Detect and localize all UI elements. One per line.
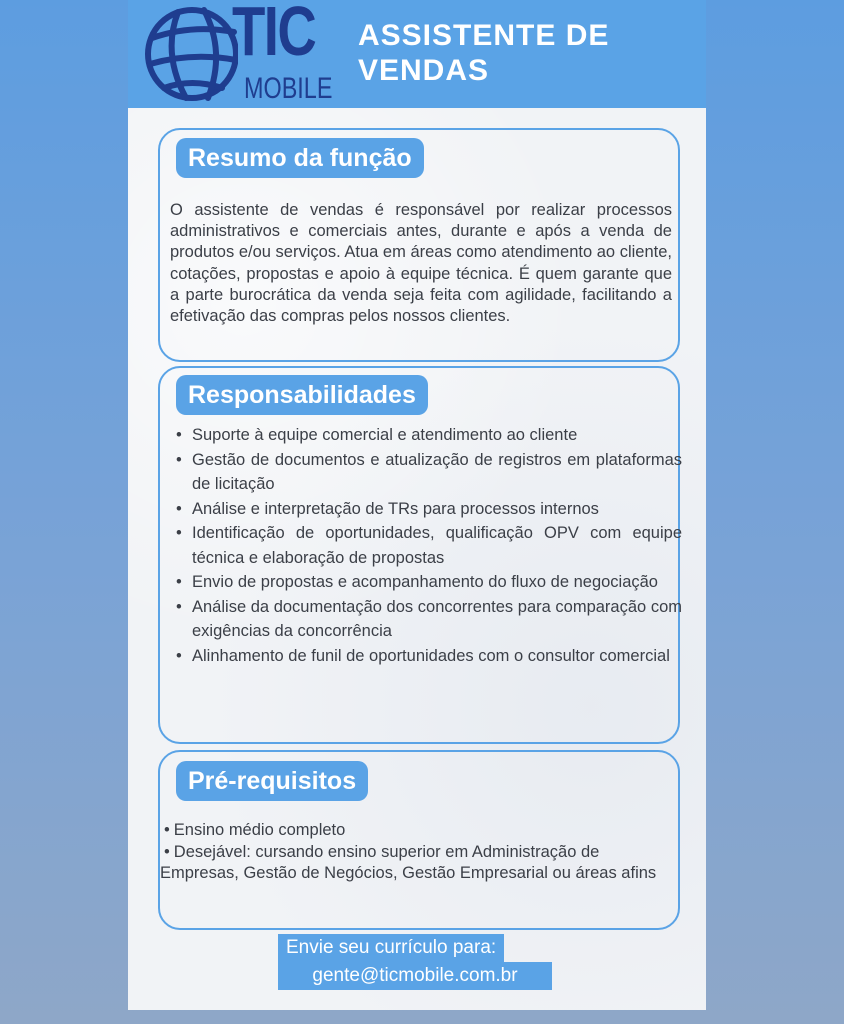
title-line-2: VENDAS [358, 54, 490, 87]
list-item: • Envio de propostas e acompanhamento do fluxo de negociação [170, 570, 682, 595]
list-item-text: Desejável: cursando ensino superior em Administração de Empresas, Gestão de Negócios, Gestão Empresarial ou áreas afins [160, 842, 657, 882]
list-item-text: Ensino médio completo [173, 821, 346, 839]
bullet-icon: • [164, 842, 170, 861]
footer-cta: Envie seu currículo para: [278, 934, 504, 962]
responsabilidades-heading: Responsabilidades [176, 375, 428, 415]
poster-header [128, 0, 706, 108]
title-line-1: ASSISTENTE DE [358, 19, 610, 52]
list-item: • Análise e interpretação de TRs para processos internos [170, 497, 682, 522]
list-item: • Alinhamento de funil de oportunidades com o consultor comercial [170, 644, 682, 669]
responsabilidades-list [170, 423, 682, 668]
resumo-heading: Resumo da função [176, 138, 424, 178]
footer-email[interactable]: gente@ticmobile.com.br [278, 962, 552, 990]
list-item: • Análise da documentação dos concorrentes para comparação com exigências da concorrência [170, 595, 682, 644]
logo-mobile-text: MOBILE [244, 72, 333, 105]
bullet-icon: • [164, 821, 170, 839]
list-item: • Identificação de oportunidades, qualificação OPV com equipe técnica e elaboração de propostas [170, 521, 682, 570]
resumo-text: O assistente de vendas é responsável por realizar processos administrativos e comerciais antes, durante e após a venda de produtos e/ou serviços. Atua em áreas como atendimento ao cliente, cotações, propostas e apoio à equipe técnica. É quem garante que a parte burocrática da venda seja feita com agilidade, facilitando a efetivação das compras pelos nossos clientes. [170, 201, 672, 326]
page-title [358, 18, 609, 88]
prerequisitos-heading: Pré-requisitos [176, 761, 368, 801]
list-item: • Suporte à equipe comercial e atendimento ao cliente [170, 423, 682, 448]
job-poster [128, 0, 706, 1010]
list-item [160, 842, 680, 885]
globe-icon [142, 2, 238, 102]
prerequisitos-list [160, 820, 680, 885]
list-item: • Gestão de documentos e atualização de registros em plataformas de licitação [170, 448, 682, 497]
logo-tic-text: TIC [232, 0, 316, 70]
list-item [160, 820, 680, 842]
